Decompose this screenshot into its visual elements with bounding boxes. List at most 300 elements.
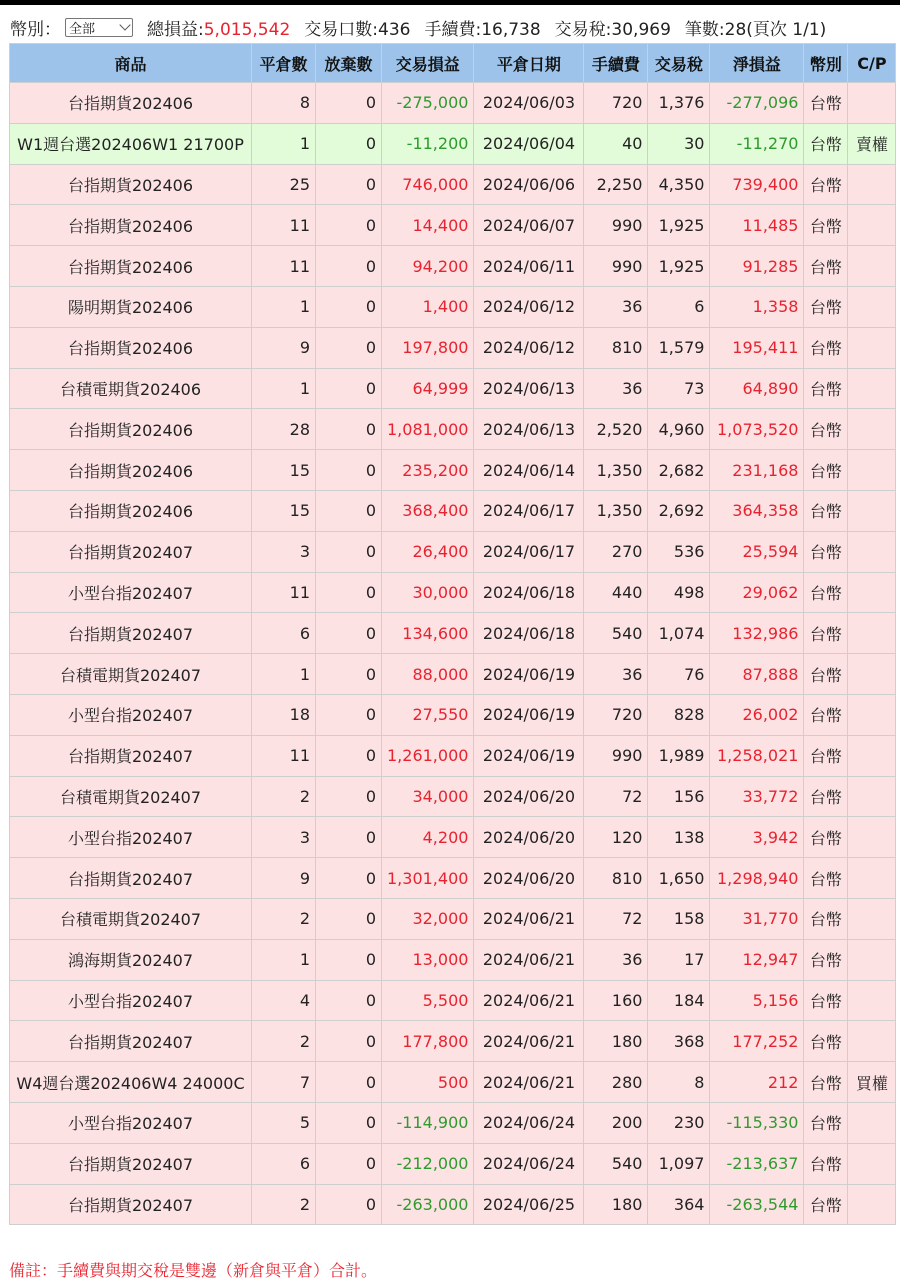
cell-abandon-qty: 0	[316, 450, 382, 491]
cell-close-qty: 2	[252, 898, 316, 939]
cell-net-pl: 195,411	[710, 327, 804, 368]
cell-abandon-qty: 0	[316, 654, 382, 695]
table-row	[10, 980, 896, 1021]
cell-cp	[848, 409, 896, 450]
cell-abandon-qty: 0	[316, 1021, 382, 1062]
cell-cp: 賣權	[848, 123, 896, 164]
table-row	[10, 572, 896, 613]
cell-trade-pl: -263,000	[382, 1184, 474, 1225]
col-header-trade-pl: 交易損益	[382, 44, 474, 83]
cell-tax: 828	[648, 694, 710, 735]
cell-net-pl: 25,594	[710, 531, 804, 572]
cell-net-pl: 212	[710, 1062, 804, 1103]
cell-trade-pl: 368,400	[382, 490, 474, 531]
cell-net-pl: 31,770	[710, 898, 804, 939]
cell-currency: 台幣	[804, 939, 848, 980]
cell-net-pl: 1,298,940	[710, 858, 804, 899]
cell-fee: 40	[584, 123, 648, 164]
col-header-close-qty: 平倉數	[252, 44, 316, 83]
cell-cp	[848, 817, 896, 858]
cell-close-qty: 3	[252, 817, 316, 858]
cell-tax: 1,989	[648, 735, 710, 776]
cell-tax: 6	[648, 286, 710, 327]
cell-trade-pl: 94,200	[382, 246, 474, 287]
cell-product: 小型台指202407	[10, 817, 252, 858]
tax-value: 30,969	[611, 19, 671, 40]
table-row	[10, 83, 896, 124]
cell-fee: 1,350	[584, 450, 648, 491]
table-row	[10, 858, 896, 899]
cell-trade-pl: 1,261,000	[382, 735, 474, 776]
cell-trade-pl: 32,000	[382, 898, 474, 939]
cell-product: W1週台選202406W1 21700P	[10, 123, 252, 164]
col-header-product: 商品	[10, 44, 252, 83]
cell-fee: 540	[584, 1143, 648, 1184]
cell-abandon-qty: 0	[316, 939, 382, 980]
cell-abandon-qty: 0	[316, 694, 382, 735]
cell-abandon-qty: 0	[316, 368, 382, 409]
cell-abandon-qty: 0	[316, 1062, 382, 1103]
trade-table	[9, 43, 896, 1225]
cell-currency: 台幣	[804, 531, 848, 572]
cell-close-qty: 7	[252, 1062, 316, 1103]
cell-tax: 230	[648, 1102, 710, 1143]
cell-currency: 台幣	[804, 817, 848, 858]
cell-net-pl: 132,986	[710, 613, 804, 654]
cell-net-pl: 1,358	[710, 286, 804, 327]
cell-net-pl: 1,258,021	[710, 735, 804, 776]
cell-product: 台指期貨202406	[10, 327, 252, 368]
cell-fee: 720	[584, 83, 648, 124]
cell-cp	[848, 490, 896, 531]
cell-product: 小型台指202407	[10, 572, 252, 613]
table-row	[10, 1021, 896, 1062]
chevron-down-icon	[119, 19, 130, 30]
cell-cp	[848, 858, 896, 899]
cell-close-qty: 1	[252, 123, 316, 164]
cell-net-pl: 3,942	[710, 817, 804, 858]
fee-label: 手續費:	[424, 19, 482, 40]
cell-trade-pl: 1,081,000	[382, 409, 474, 450]
volume-value: 436	[378, 19, 411, 40]
cell-abandon-qty: 0	[316, 613, 382, 654]
cell-tax: 498	[648, 572, 710, 613]
cell-product: 台指期貨202406	[10, 205, 252, 246]
cell-cp	[848, 1102, 896, 1143]
cell-product: 台指期貨202406	[10, 450, 252, 491]
cell-close-qty: 25	[252, 164, 316, 205]
cell-trade-pl: 746,000	[382, 164, 474, 205]
cell-cp	[848, 368, 896, 409]
cell-currency: 台幣	[804, 1184, 848, 1225]
total-pl	[147, 15, 290, 40]
cell-close-qty: 11	[252, 246, 316, 287]
cell-close-date: 2024/06/03	[474, 83, 584, 124]
cell-close-date: 2024/06/21	[474, 939, 584, 980]
volume-label: 交易口數:	[304, 19, 378, 40]
cell-currency: 台幣	[804, 1102, 848, 1143]
cell-trade-pl: 27,550	[382, 694, 474, 735]
cell-currency: 台幣	[804, 613, 848, 654]
cell-tax: 4,350	[648, 164, 710, 205]
cell-fee: 72	[584, 898, 648, 939]
cell-currency: 台幣	[804, 409, 848, 450]
top-bar	[0, 0, 900, 5]
cell-cp	[848, 1143, 896, 1184]
currency-select-value: 全部	[69, 21, 96, 37]
fee-value: 16,738	[481, 19, 541, 40]
cell-net-pl: 33,772	[710, 776, 804, 817]
cell-close-date: 2024/06/19	[474, 735, 584, 776]
cell-net-pl: 739,400	[710, 164, 804, 205]
cell-tax: 73	[648, 368, 710, 409]
cell-currency: 台幣	[804, 83, 848, 124]
table-row	[10, 1143, 896, 1184]
table-row	[10, 164, 896, 205]
cell-net-pl: -277,096	[710, 83, 804, 124]
cell-net-pl: 29,062	[710, 572, 804, 613]
cell-close-date: 2024/06/12	[474, 327, 584, 368]
table-row	[10, 735, 896, 776]
cell-cp	[848, 164, 896, 205]
table-row	[10, 654, 896, 695]
cell-trade-pl: 5,500	[382, 980, 474, 1021]
cell-trade-pl: 235,200	[382, 450, 474, 491]
cell-abandon-qty: 0	[316, 286, 382, 327]
cell-currency: 台幣	[804, 1143, 848, 1184]
cell-net-pl: 177,252	[710, 1021, 804, 1062]
table-row	[10, 531, 896, 572]
cell-close-date: 2024/06/20	[474, 776, 584, 817]
cell-cp	[848, 205, 896, 246]
cell-tax: 2,682	[648, 450, 710, 491]
cell-close-qty: 11	[252, 735, 316, 776]
cell-product: 台指期貨202406	[10, 490, 252, 531]
cell-currency: 台幣	[804, 735, 848, 776]
table-row	[10, 939, 896, 980]
cell-close-date: 2024/06/17	[474, 531, 584, 572]
cell-trade-pl: 14,400	[382, 205, 474, 246]
cell-close-date: 2024/06/13	[474, 368, 584, 409]
cell-currency: 台幣	[804, 246, 848, 287]
cell-close-qty: 9	[252, 858, 316, 899]
cell-close-date: 2024/06/04	[474, 123, 584, 164]
cell-close-date: 2024/06/13	[474, 409, 584, 450]
table-row	[10, 490, 896, 531]
cell-trade-pl: 134,600	[382, 613, 474, 654]
cell-currency: 台幣	[804, 123, 848, 164]
cell-product: 台指期貨202407	[10, 613, 252, 654]
tax-label: 交易稅:	[554, 19, 612, 40]
cell-close-date: 2024/06/24	[474, 1102, 584, 1143]
table-header-row	[10, 44, 896, 83]
cell-abandon-qty: 0	[316, 858, 382, 899]
cell-net-pl: -213,637	[710, 1143, 804, 1184]
cell-currency: 台幣	[804, 490, 848, 531]
col-header-abandon-qty: 放棄數	[316, 44, 382, 83]
cell-fee: 1,350	[584, 490, 648, 531]
cell-product: 台指期貨202407	[10, 1021, 252, 1062]
table-row	[10, 205, 896, 246]
footnote: 備註：手續費與期交稅是雙邊（新倉與平倉）合計。	[9, 1261, 378, 1280]
tax-total	[555, 15, 671, 40]
cell-close-qty: 1	[252, 654, 316, 695]
total-pl-label: 總損益:	[147, 19, 204, 40]
cell-tax: 156	[648, 776, 710, 817]
cell-close-date: 2024/06/19	[474, 654, 584, 695]
cell-product: 台積電期貨202407	[10, 898, 252, 939]
cell-tax: 30	[648, 123, 710, 164]
col-header-currency: 幣別	[804, 44, 848, 83]
cell-product: 台積電期貨202406	[10, 368, 252, 409]
cell-currency: 台幣	[804, 572, 848, 613]
cell-abandon-qty: 0	[316, 83, 382, 124]
cell-close-qty: 5	[252, 1102, 316, 1143]
cell-close-date: 2024/06/20	[474, 858, 584, 899]
cell-close-date: 2024/06/20	[474, 817, 584, 858]
cell-tax: 536	[648, 531, 710, 572]
cell-net-pl: 364,358	[710, 490, 804, 531]
cell-close-date: 2024/06/11	[474, 246, 584, 287]
cell-fee: 72	[584, 776, 648, 817]
cell-product: 台指期貨202406	[10, 409, 252, 450]
cell-close-qty: 28	[252, 409, 316, 450]
cell-tax: 184	[648, 980, 710, 1021]
count-value: 28	[724, 19, 747, 40]
cell-currency: 台幣	[804, 205, 848, 246]
cell-tax: 138	[648, 817, 710, 858]
cell-product: 台指期貨202406	[10, 164, 252, 205]
cell-close-date: 2024/06/12	[474, 286, 584, 327]
cell-cp	[848, 613, 896, 654]
cell-fee: 440	[584, 572, 648, 613]
cell-close-date: 2024/06/18	[474, 572, 584, 613]
cell-trade-pl: -275,000	[382, 83, 474, 124]
cell-close-qty: 2	[252, 776, 316, 817]
cell-trade-pl: 4,200	[382, 817, 474, 858]
cell-cp	[848, 572, 896, 613]
cell-close-date: 2024/06/07	[474, 205, 584, 246]
table-row	[10, 898, 896, 939]
cell-net-pl: 11,485	[710, 205, 804, 246]
cell-fee: 2,250	[584, 164, 648, 205]
table-row	[10, 123, 896, 164]
cell-tax: 1,579	[648, 327, 710, 368]
table-row	[10, 409, 896, 450]
table-row	[10, 1062, 896, 1103]
cell-currency: 台幣	[804, 450, 848, 491]
cell-abandon-qty: 0	[316, 164, 382, 205]
cell-close-qty: 11	[252, 205, 316, 246]
col-header-net-pl: 淨損益	[710, 44, 804, 83]
cell-product: 台指期貨202407	[10, 1143, 252, 1184]
cell-abandon-qty: 0	[316, 123, 382, 164]
cell-close-qty: 2	[252, 1021, 316, 1062]
cell-close-qty: 15	[252, 450, 316, 491]
cell-cp	[848, 898, 896, 939]
cell-net-pl: 5,156	[710, 980, 804, 1021]
cell-tax: 76	[648, 654, 710, 695]
cell-net-pl: 91,285	[710, 246, 804, 287]
cell-cp	[848, 694, 896, 735]
cell-product: 陽明期貨202406	[10, 286, 252, 327]
cell-tax: 1,376	[648, 83, 710, 124]
cell-cp	[848, 1021, 896, 1062]
cell-tax: 1,097	[648, 1143, 710, 1184]
cell-trade-pl: -212,000	[382, 1143, 474, 1184]
table-row	[10, 450, 896, 491]
cell-close-qty: 15	[252, 490, 316, 531]
table-row	[10, 817, 896, 858]
cell-close-date: 2024/06/17	[474, 490, 584, 531]
cell-tax: 2,692	[648, 490, 710, 531]
cell-cp	[848, 450, 896, 491]
table-row	[10, 1102, 896, 1143]
cell-cp	[848, 286, 896, 327]
cell-tax: 1,925	[648, 246, 710, 287]
col-header-fee: 手續費	[584, 44, 648, 83]
cell-trade-pl: 88,000	[382, 654, 474, 695]
cell-close-qty: 9	[252, 327, 316, 368]
cell-currency: 台幣	[804, 1021, 848, 1062]
cell-trade-pl: -11,200	[382, 123, 474, 164]
cell-fee: 990	[584, 735, 648, 776]
cell-trade-pl: 1,400	[382, 286, 474, 327]
cell-tax: 17	[648, 939, 710, 980]
cell-cp	[848, 735, 896, 776]
table-row	[10, 368, 896, 409]
cell-cp	[848, 1184, 896, 1225]
cell-cp	[848, 83, 896, 124]
cell-product: 台積電期貨202407	[10, 776, 252, 817]
col-header-tax: 交易稅	[648, 44, 710, 83]
cell-net-pl: 231,168	[710, 450, 804, 491]
cell-cp	[848, 654, 896, 695]
cell-fee: 2,520	[584, 409, 648, 450]
cell-product: 小型台指202407	[10, 694, 252, 735]
cell-abandon-qty: 0	[316, 572, 382, 613]
cell-fee: 36	[584, 939, 648, 980]
cell-close-date: 2024/06/25	[474, 1184, 584, 1225]
cell-currency: 台幣	[804, 286, 848, 327]
cell-tax: 1,925	[648, 205, 710, 246]
page-info: (頁次 1/1)	[746, 19, 827, 40]
cell-cp	[848, 246, 896, 287]
cell-close-date: 2024/06/19	[474, 694, 584, 735]
fee-total	[424, 15, 540, 40]
cell-fee: 990	[584, 205, 648, 246]
cell-fee: 120	[584, 817, 648, 858]
cell-tax: 1,074	[648, 613, 710, 654]
cell-trade-pl: 1,301,400	[382, 858, 474, 899]
cell-close-qty: 11	[252, 572, 316, 613]
table-row	[10, 613, 896, 654]
cell-trade-pl: -114,900	[382, 1102, 474, 1143]
cell-close-qty: 1	[252, 939, 316, 980]
record-count	[685, 15, 826, 40]
cell-abandon-qty: 0	[316, 735, 382, 776]
cell-trade-pl: 177,800	[382, 1021, 474, 1062]
cell-currency: 台幣	[804, 858, 848, 899]
currency-select[interactable]	[65, 18, 133, 37]
cell-close-qty: 8	[252, 83, 316, 124]
cell-currency: 台幣	[804, 1062, 848, 1103]
cell-tax: 1,650	[648, 858, 710, 899]
cell-fee: 200	[584, 1102, 648, 1143]
cell-product: 台指期貨202407	[10, 858, 252, 899]
cell-trade-pl: 197,800	[382, 327, 474, 368]
cell-fee: 720	[584, 694, 648, 735]
cell-abandon-qty: 0	[316, 1184, 382, 1225]
cell-close-date: 2024/06/21	[474, 898, 584, 939]
cell-abandon-qty: 0	[316, 1143, 382, 1184]
cell-currency: 台幣	[804, 980, 848, 1021]
cell-fee: 180	[584, 1184, 648, 1225]
cell-cp	[848, 776, 896, 817]
cell-close-qty: 2	[252, 1184, 316, 1225]
total-pl-value: 5,015,542	[203, 19, 291, 40]
cell-tax: 8	[648, 1062, 710, 1103]
cell-currency: 台幣	[804, 327, 848, 368]
cell-product: 小型台指202407	[10, 1102, 252, 1143]
cell-net-pl: 12,947	[710, 939, 804, 980]
cell-abandon-qty: 0	[316, 409, 382, 450]
cell-fee: 36	[584, 368, 648, 409]
cell-tax: 158	[648, 898, 710, 939]
cell-close-qty: 4	[252, 980, 316, 1021]
cell-cp	[848, 980, 896, 1021]
cell-abandon-qty: 0	[316, 205, 382, 246]
cell-close-qty: 1	[252, 368, 316, 409]
cell-fee: 540	[584, 613, 648, 654]
cell-abandon-qty: 0	[316, 1102, 382, 1143]
cell-close-date: 2024/06/24	[474, 1143, 584, 1184]
col-header-close-date: 平倉日期	[474, 44, 584, 83]
cell-fee: 280	[584, 1062, 648, 1103]
count-label: 筆數:	[684, 19, 725, 40]
cell-cp	[848, 327, 896, 368]
cell-fee: 36	[584, 286, 648, 327]
cell-trade-pl: 64,999	[382, 368, 474, 409]
cell-product: 台指期貨202406	[10, 83, 252, 124]
cell-close-qty: 18	[252, 694, 316, 735]
cell-close-date: 2024/06/21	[474, 1062, 584, 1103]
cell-product: W4週台選202406W4 24000C	[10, 1062, 252, 1103]
cell-trade-pl: 26,400	[382, 531, 474, 572]
cell-close-date: 2024/06/21	[474, 1021, 584, 1062]
cell-currency: 台幣	[804, 694, 848, 735]
cell-product: 台指期貨202407	[10, 531, 252, 572]
cell-product: 小型台指202407	[10, 980, 252, 1021]
cell-net-pl: -115,330	[710, 1102, 804, 1143]
currency-label: 幣別：	[10, 19, 61, 40]
cell-currency: 台幣	[804, 368, 848, 409]
cell-fee: 990	[584, 246, 648, 287]
table-row	[10, 694, 896, 735]
cell-currency: 台幣	[804, 164, 848, 205]
cell-trade-pl: 13,000	[382, 939, 474, 980]
cell-abandon-qty: 0	[316, 531, 382, 572]
cell-product: 台指期貨202406	[10, 246, 252, 287]
cell-tax: 4,960	[648, 409, 710, 450]
cell-abandon-qty: 0	[316, 776, 382, 817]
cell-product: 台積電期貨202407	[10, 654, 252, 695]
cell-close-qty: 6	[252, 613, 316, 654]
cell-close-qty: 1	[252, 286, 316, 327]
col-header-cp: C/P	[848, 44, 896, 83]
cell-net-pl: -263,544	[710, 1184, 804, 1225]
cell-net-pl: 87,888	[710, 654, 804, 695]
